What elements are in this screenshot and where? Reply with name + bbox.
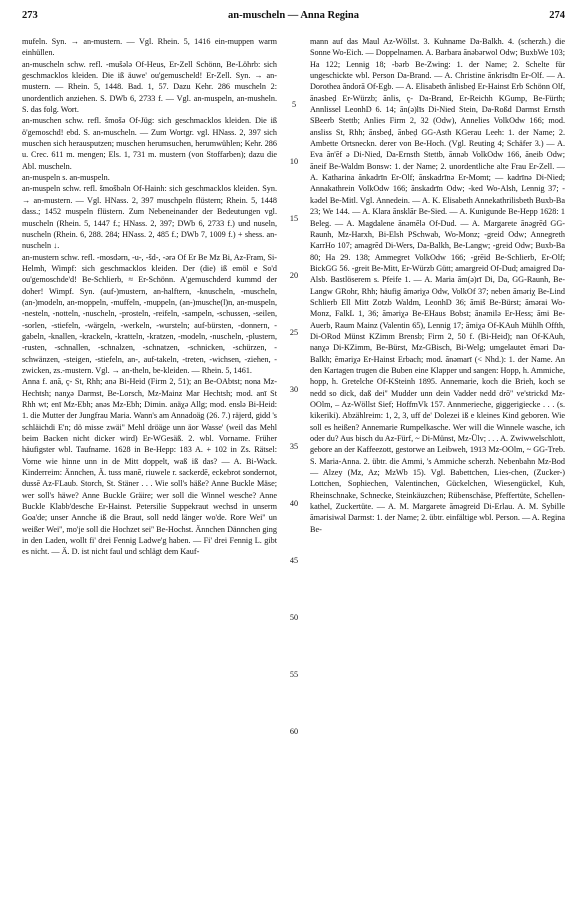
entry-continuation: mufeln. Syn. → an-mustern. — Vgl. Rhein. 5, 1416 ein-muppen warm einhüllen. (22, 37, 277, 58)
left-column (22, 36, 277, 904)
line-number: 60 (289, 727, 299, 736)
line-number: 30 (289, 385, 299, 394)
line-number: 45 (289, 556, 299, 565)
line-number: 20 (289, 271, 299, 280)
line-number: 25 (289, 328, 299, 337)
running-title: an-muscheln — Anna Regina (228, 10, 359, 21)
entry-anna-continued: mann auf das Maul Az-Wöllst. 3. Kuhname Da-Balkh. 4. (scherzh.) die Sonne Wo-Eich. — Doppelnamen. A. Barbara ānəbərwol Odw; BuxbWe 103; Ha 122; Lennig 18; -bərb Be-Zwing: 1. der Name; 2. Schelte für ungeschickte wbl. Person Da-Brand. — A. Christine ānkrisdīn Er-Olf. — A. Dorothea āndorā Of-Egb. — A. Elisabeth ānlisbeḍ Er-Hainst Erb Schönn Olf, ānəsbeḍ Er-Würzb; ānlis, ç- Da-Brand, Er-Reichh KGump, Be-Fürth; Annlissel LeonhD 6. 14; ān(ə)līs Di-Nied Stein, Da-Roßd Darmst Ernsth SBeerb Stettb; Anlies Firm 2, 32 (Odw), Annelies VolkOdw 166; mod. ansliss St, Rhh; ānsbeḍ, ānbeḍ GG-Asth KGerau Leeh: 1. der Name; 2. Ambette Ortsneckn. derer von Be-Hoch. (Vgl. Reuting 4; Schäfer 3.) — A. Eva ān'ēf ə Di-Nied, Da-Ernsth Stettb, ānnəb VolkOdw 166, āneib Odw; āneif Be-Waldm Bonsw: 1. der Name; 2. unordentliche alte Frau Er-Zell. — A. Katharina ānkadrīn Er-Olf; ānskadrīnə Er-Momt; — kadrīnə Di-Nied; Annakathrein VolkOdw 166; ānskadrīn Odw; -ked Wo-Alsh, Lennig 37; -kədel Be-Mitl. Vgl. Annedein. — A. K. Elisabeth Annekathrilisbeth Buxb-Ba 23; We 144. — A. Klara ānsklār Be-Sied. — A. Kunigunde Be-Hepp 1628: 1 Beleg. — A. Magdalene ānəmēlə Of-Dud. — A. Margarete ānəgrēd GG-Raunh, Mz-Harxh, Bi-Elsh PSchwab, Wo-Monz; -greid Odw; Annegreth KarrHo 107; amagrēd Di-Wers, Da-Balkh, Be-Langw; -greid Odw; Buxb-Ba 80; Ha 29. 138; Ammegret VolkOdw 166; -grēid Be-Schlierb, Er-Olf; BickGG 56. -greit Be-Mitt, Er-Würzb Gütt; amargreid Of-Dud; amaigred Da-Alsb. Bastlöserem s. Pfeife 1. — A. Maria ām(ə)rī Di, Da, GG-Raunh, Be-Langw GRohr, Rhh; häufig āməriχə Odw, VolkOf 37; neben āməriχ Be-Lind Schlierb Ell Mitt Zotzb Waldm, LeonhD 36; āmiš Be-Bürst; āmərai Wo-Monz, FalkL 1, 36; āməriχə Be-EHaus Bobst; ānəmilə Er-Hess; āmi Be-Auerb, Raum Mainz (Valentin 65), Lennig 17; āmiχə Of-KAuh Mühlh Offth, Di-ORod Münst KZimm Brensb; Firm 2, 50 f. (Bi-Heid); nan Of-KAuh, nanχə Di-KZimm, Be-Bürst, Mz-GBisch, Bi-Welg; umgelautet ēməri Da-Balkh; ēməriχə Er-Hainst Erbach; mod. ānəmarī (< Nhd.): 1. der Name. An den Kartagen trugen die Buben eine Klapper und sangen: Hopp, h. Ammiche, hopp, h. Gretelche Of-KSteinh 1895. Annemarie, koch die Brieh, koch se nedd so dick, daß dei'' Mudder unn dein Vadder nedd drō'' ve'strickd Mz-OOlm, – Az-Wöllst Sief; HoffmVk 157. Annmerieche, giggerigiecke . . . (s. kikeriki). Abzählreim: 1, 2, 3, uff de' Dolezei iß e kleines Kind geboren. Wie soll es heißen? Annemarie Rumpelkasche. Wer will die Winnele wasche, ich oder du? Aus bisch du Az-Fürf, ~ Di-Münst, Mz-Ülv; . . . A. Zwiwwelschlott, gebore an der Kaffeezott, gestorwe an Leibweh, 1913 Mz-OOlm, ~ GG-Treb. S. Maria-Anna. 2. übtr. die Ammi, 's Ammiche scherzh. Nebenbahn Mz-Bod — Alzey (Mz, Az; MzWb 15). Vgl. Babettchen, Lies-chen, (Zucker-) Lottchen, Sophiechen, Valentinchen, Gückelchen, Wiesengückel, Kuh, Rheinschnake, Schnecke, Steinkäuzchen; Rübenschäse, Pfeffertüte, Schellen-kathel, Zuckertüte. — A. M. Margarete āməgreid Di-Erlau. A. M. Sybille āmərisiwəl Darmst: 1. der Name; 2. übtr. einfältige wbl. Person. — A. Regina Be- (310, 37, 565, 534)
line-number: 35 (289, 442, 299, 451)
entry-an-muscheln: an-muscheln schw. refl. -mušələ Of-Heus, Er-Zell Schönn, Be-Löhrb: sich geschmacklos kleiden. Die iß äuwe' ou'gemuscheld! Er-Zell. Syn. → an-mustern. — Rhein. 5, 1448. Bad. 1, 57. Dazu Kehr. 286 muscheln 2: unordentlich anziehen. S. DWb 6, 2733 f. — Vgl. an-muspeln, an-musheln. S. das folg. Wort. (22, 59, 277, 115)
page-header (22, 10, 565, 26)
entry-anna: Anna f. anā, ç- St, Rhh; anə Bi-Heid (Firm 2, 51); an Be-OAbtst; nona Mz-Hechtsh; nanχə Darmst, Be-Lorsch, Mz-Mainz Mar Hechtsh; mod. anī St Rhh wt; enī Mz-Ebh; anəs Mz-Ebh; Dimin. anäχə Allg; mod. enslə Bi-Heid: 1. die Mutter der Jungfrau Maria. Wann's am Annadoäg (26. 7.) räjerd, gidd 's schläichdi E'n; dö misse zwäi'' Mehl dröäge unn äor Wasse' (weil das Mehl beim Backen nicht dicker wird) Er-WGesäß. 2. wbl. Vorname. Früher häufigster wbl. Taufname. 1628 in Be-Hepp: 183 A. + 102 in Zs. Rätsel: Vorne wie hinne unn in de Mitt doppelt, waß iß das? — A. Bi-Wack. Kinderreim: Ännchen, Ä. tuss manē, riuwele r. sackerdē, eckebrot sondernot, dussē Az-FLaub. Storch, St. Stäner . . . Wie soll's häße? Anne Buckle Mäse; wer soll's häwe? Anne Buckle Gräire; wer soll die Winnel wesche? Anne Buckle Klabb'desche Er-Hainst. Petersilie Suppekraut wechsd in unserm Goa'de; unser Annche iß die Braut, soll nedd länger wo'de. Rore Wei'' un weißer Wei'', mo'je soll die Hochzet sei'' Be-Hochst. Ännchen Dännchen ging in den Laden, wollt fi' drei Fennig Ladwe'g haben. — Fi' drei Fennig L. gibt es nicht. — Ä. D. ist nicht faul und schlägt dem Kauf- (22, 377, 277, 557)
line-number: 5 (291, 100, 297, 109)
right-column (310, 36, 565, 904)
page-number-right: 274 (549, 10, 565, 21)
line-number: 50 (289, 613, 299, 622)
line-number: 15 (289, 214, 299, 223)
entry-an-muspeln-ref: an-muspeln s. an-muspeln. (22, 173, 110, 183)
line-number: 10 (289, 157, 299, 166)
entry-an-muschen: an-muschen schw. refl. šmošə Of-Jüg: sich geschmacklos kleiden. Die iß ö'gemoschd! ebd. S. an-muscheln. — Zum Wortgr. vgl. HNass. 2, 397 sich muschen sich herausputzen; muschen herumsuchen, herumwühlen; Kehr. 286 u. Crec. 611 m. mengen; Els. 1, 731 m. mustern (von Stoffarben); dazu die Abl. muscheln. (22, 116, 277, 171)
line-number: 55 (289, 670, 299, 679)
entry-an-muspeln: an-muspeln schw. refl. šmošbəln Of-Hainh: sich geschmacklos kleiden. Syn. → an-mustern. — Vgl. HNass. 2, 397 muschpeln flüstern; Rhein. 5, 1448 dass.; 1452 muspeln flüstern. Zum Nebeneinander der Bedeutungen vgl. muscheln (Rhein. 5, 1447 f.; HNass. 2, 397; DWb 6, 2733 f.) und nuseln, nuscheln (Rhein. 6, 288. 284; HNass. 2, 485 f.; DWb 7, 1009 f.) + shess. an-nuscheln ↓. (22, 184, 277, 251)
line-number: 40 (289, 499, 299, 508)
entry-an-mustern: an-mustern schw. refl. -mosdərn, -u-, -šd-, -ərə Of Er Be Mz Bi, Az-Fram, Si-Helmh, Wimpf: sich geschmacklos kleiden. Der (die) iß emöl e So'd ou'gemoschde'd! Be-Schlierb, ≈ Er-Schönn. A'gemuschderd kummd der doher! Wimpf. Syn. (auf-)mustern, an-halftern, -knuscheln, -muscheln, (an-)modeln, an-moppeln, -muffeln, -muppeln, (an-)musche(l)n, an-muspeln, -nesteln, -notteln, -nuscheln, -prosteln, -reifeln, -sampeln, -schussen, -seilen, -sorlen, -stiefeln, -wärgeln, -werkeln, -wursteln; auf-bürsten, -donnern, -gabeln, -knallen, -krackeln, -kratteln, -kratzen, -modeln, -nuscheln, -plustern, -rusten, -schnallen, -schnalzen, -schnatzen, -schnicken, -schürzen, -schwänzen, -steigen, -stiefeln, an-, auf-takeln, -treten, -wichsen, -ziehen, -zwicken, zs.-mustern. Vgl. → an-theln, be-kleiden. — Rhein. 5, 1461. (22, 252, 277, 375)
page-number-left: 273 (22, 10, 38, 21)
